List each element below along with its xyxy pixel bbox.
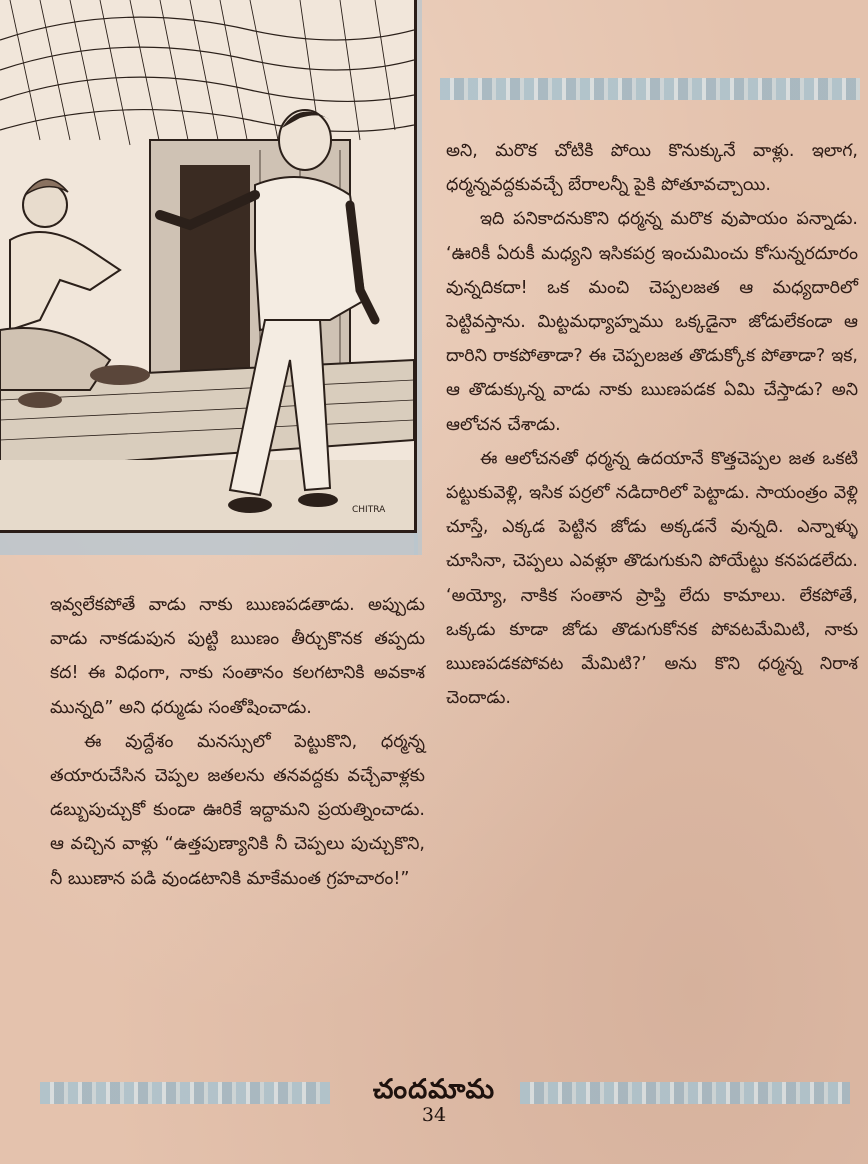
left-text-column [50, 588, 425, 896]
paragraph: ఇది పనికాదనుకొని ధర్మన్న మరొక వుపాయం పన్నాడు. ‘ఊరికీ ఏరుకీ మధ్యని ఇసికపర్ర ఇంచుమించు కోసున్నరదూరం వున్నదికదా! ఒక మంచి చెప్పలజత ఆ మధ్యదారిలో పెట్టివస్తాను. మిట్టమధ్యాహ్నము ఒక్కడైనా జోడులేకండా ఆ దారిని రాకపోతాడా? ఈ చెప్పలజత తొడుక్కోక పోతాడా? ఇక, ఆ తొడుక్కున్న వాడు నాకు ఋణపడక ఏమి చేస్తాడు? అని ఆలోచన చేశాడు. [446, 209, 858, 435]
decorative-border-top [440, 78, 860, 100]
paragraph: ఈ వుద్దేశం మనస్సులో పెట్టుకొని, ధర్మన్న తయారుచేసిన చెప్పల జతలను తనవద్దకు వచ్చేవాళ్లకు డబ్బుపుచ్చుకో కుండా ఊరికే ఇద్దామని ప్రయత్నించాడు. ఆ వచ్చిన వాళ్లు “ఉత్తపుణ్యానికి నీ చెప్పలు పుచ్చుకొని, నీ ఋణాన పడి వుండటానికి మాకేమంత గ్రహచారం!” [50, 731, 425, 889]
paragraph: అని, మరొక చోటికి పోయి కొనుక్కునే వాళ్లు. ఇలాగ, ధర్మన్నవద్దకువచ్చే బేరాలన్నీ పైకి పోతూవచ్చాయి. [446, 141, 858, 196]
paragraph: ఈ ఆలోచనతో ధర్మన్న ఉదయానే కొత్తచెప్పల జత ఒకటి పట్టుకువెళ్లి, ఇసిక పర్రలో నడిదారిలో పెట్టాడు. సాయంత్రం వెళ్లి చూస్తే, ఎక్కడ పెట్టిన జోడు అక్కడనే వున్నది. ఎన్నాళ్ళు చూసినా, చెప్పలు ఎవళ్లూ తొడుగుకుని పోయేట్టు కనపడలేదు. ‘అయ్యో, నాకిక సంతాన ప్రాప్తి లేదు కామాలు. లేకపోతే, ఒక్కడు కూడా జోడు తొడుగుకోనక పోవటమేమిటి, నాకు ఋణపడకపోవట మేమిటి?’ అను కొని ధర్మన్న నిరాశ చెందాడు. [446, 448, 858, 709]
illustration-shadow [0, 533, 418, 555]
page-number: 34 [421, 1104, 447, 1126]
paragraph: ఇవ్వలేకపోతే వాడు నాకు ఋణపడతాడు. అప్పుడు వాడు నాకడుపున పుట్టి ఋణం తీర్చుకొనక తప్పదు కద! ఈ విధంగా, నాకు సంతానం కలగటానికి అవకాశ మున్నది” అని ధర్ముడు సంతోషించాడు. [50, 595, 425, 718]
right-text-column [446, 134, 858, 715]
decorative-border-bottom-right [520, 1082, 850, 1104]
artist-signature: CHITRA [352, 505, 386, 515]
story-illustration [0, 0, 417, 533]
decorative-border-bottom-left [40, 1082, 330, 1104]
magazine-title: చందమామ [372, 1074, 496, 1105]
